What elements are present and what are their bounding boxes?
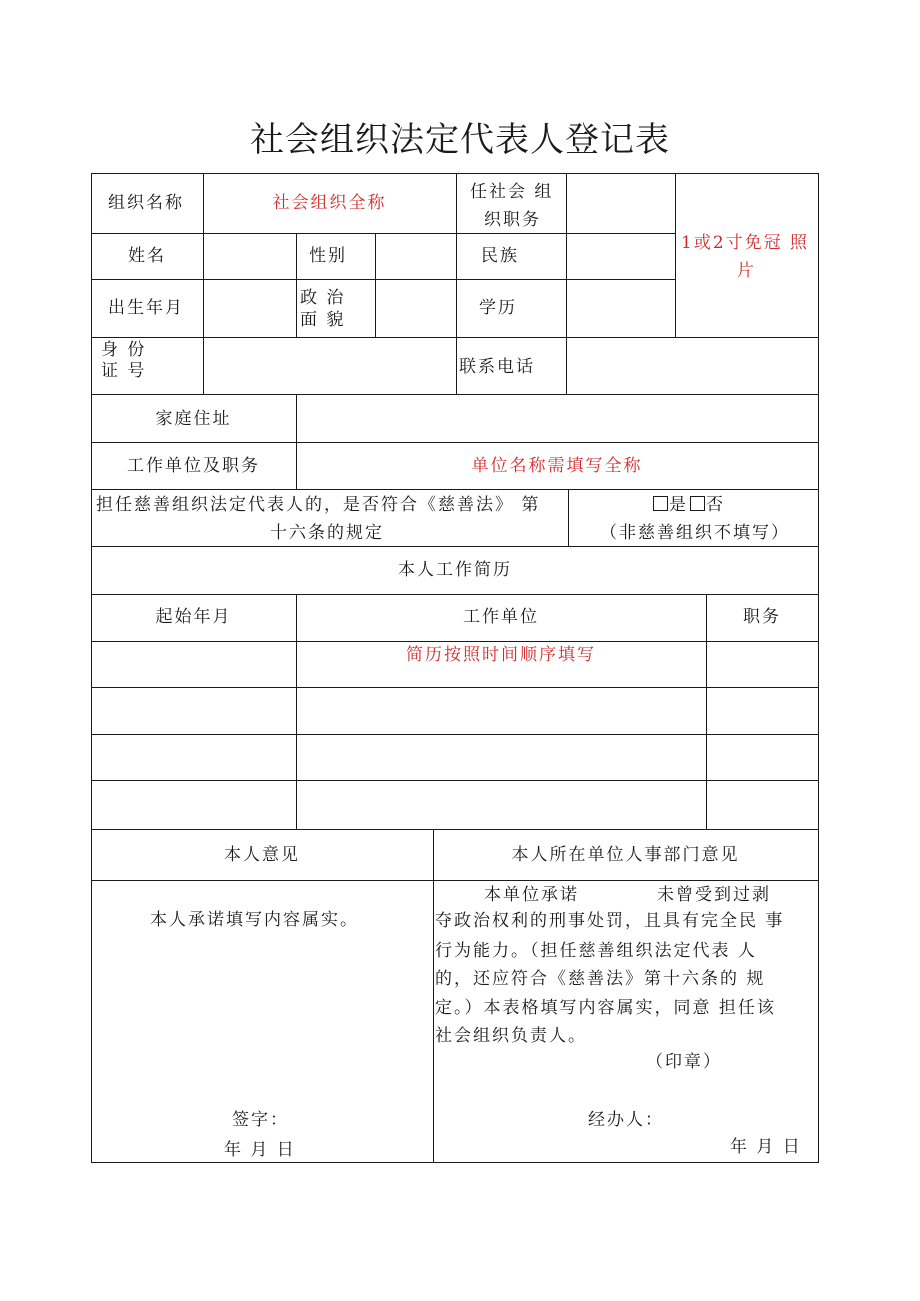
photo-hint-line1: 1或2寸免冠 照 [681, 233, 810, 253]
col-line [566, 173, 567, 394]
row-line [91, 780, 819, 781]
ethnicity-label: 民族 [481, 246, 519, 266]
row-line [91, 489, 819, 490]
col-line [568, 489, 569, 546]
address-label: 家庭住址 [155, 409, 232, 429]
row-line [91, 687, 819, 688]
unit-opinion-line4: 的，还应符合《慈善法》第十六条的 规 [435, 969, 766, 989]
charity-options [653, 493, 725, 517]
workplace-hint: 单位名称需填写全称 [471, 456, 643, 476]
col-line [296, 594, 297, 829]
unit-opinion-line5: 定。）本表格填写内容属实，同意 担任该 [435, 998, 776, 1018]
self-date: 年 月 日 [224, 1140, 296, 1160]
org-name-label: 组织名称 [108, 193, 184, 213]
col-line [456, 173, 457, 394]
self-opinion-text: 本人承诺填写内容属实。 [150, 910, 359, 930]
unit-opinion-line3: 行为能力。（担任慈善组织法定代表 人 [435, 941, 757, 961]
workplace-label: 工作单位及职务 [127, 456, 260, 476]
gender-label: 性别 [309, 246, 347, 266]
table-border-left [91, 173, 92, 1163]
row-line [91, 337, 819, 338]
unit-opinion-line6: 社会组织负责人。 [435, 1026, 587, 1046]
position-label-line2: 织职务 [484, 210, 541, 230]
unit-opinion-line1b: 未曾受到过剥 [657, 885, 771, 905]
phone-label: 联系电话 [459, 357, 535, 377]
political-label-line1: 政 治 [300, 288, 346, 308]
yes-checkbox[interactable] [653, 496, 668, 511]
resume-hint: 简历按照时间顺序填写 [406, 645, 596, 665]
col-line [433, 829, 434, 1162]
work-unit-header: 工作单位 [463, 607, 539, 627]
unit-opinion-line1a: 本单位承诺 [484, 885, 579, 905]
page-title: 社会组织法定代表人登记表 [250, 120, 670, 160]
political-label-line2: 面 貌 [300, 310, 346, 330]
unit-opinion-line2: 夺政治权利的刑事处罚，且具有完全民 事 [435, 911, 785, 931]
position-label-line1: 任社会 组 [470, 182, 554, 202]
row-line [91, 829, 819, 830]
education-label: 学历 [479, 298, 517, 318]
handler-label: 经办人： [588, 1110, 664, 1130]
charity-note: （非慈善组织不填写） [600, 523, 790, 543]
row-line [91, 880, 819, 881]
row-line [91, 641, 819, 642]
col-line [375, 233, 376, 337]
start-date-header: 起始年月 [155, 607, 232, 627]
unit-date: 年 月 日 [730, 1137, 802, 1157]
table-border-right [818, 173, 819, 1163]
charity-question-line1: 担任慈善组织法定代表人的，是否符合《慈善法》 第 [96, 495, 541, 515]
photo-hint-line2: 片 [737, 261, 756, 281]
no-checkbox[interactable] [690, 496, 705, 511]
row-line [91, 546, 819, 547]
unit-opinion-title: 本人所在单位人事部门意见 [511, 845, 740, 865]
resume-title: 本人工作简历 [398, 560, 512, 580]
yes-label: 是 [669, 495, 688, 515]
name-label: 姓名 [128, 246, 166, 266]
duty-header: 职务 [743, 607, 781, 627]
signature-label: 签字： [232, 1110, 289, 1130]
row-line [91, 279, 675, 280]
row-line [91, 442, 819, 443]
row-line [91, 233, 675, 234]
id-label-line2: 证 号 [101, 361, 147, 381]
id-label-line1: 身 份 [101, 340, 147, 360]
col-line [296, 233, 297, 337]
row-line [91, 734, 819, 735]
photo-cell [675, 173, 818, 337]
self-opinion-title: 本人意见 [224, 845, 300, 865]
org-name-hint: 社会组织全称 [272, 193, 387, 213]
seal-label: （印章） [646, 1052, 722, 1072]
col-line [706, 594, 707, 829]
row-line [91, 594, 819, 595]
charity-question-line2: 十六条的规定 [270, 523, 384, 543]
no-label: 否 [706, 495, 725, 515]
table-border-bottom [91, 1162, 819, 1163]
row-line [91, 394, 819, 395]
birth-label: 出生年月 [108, 298, 184, 318]
